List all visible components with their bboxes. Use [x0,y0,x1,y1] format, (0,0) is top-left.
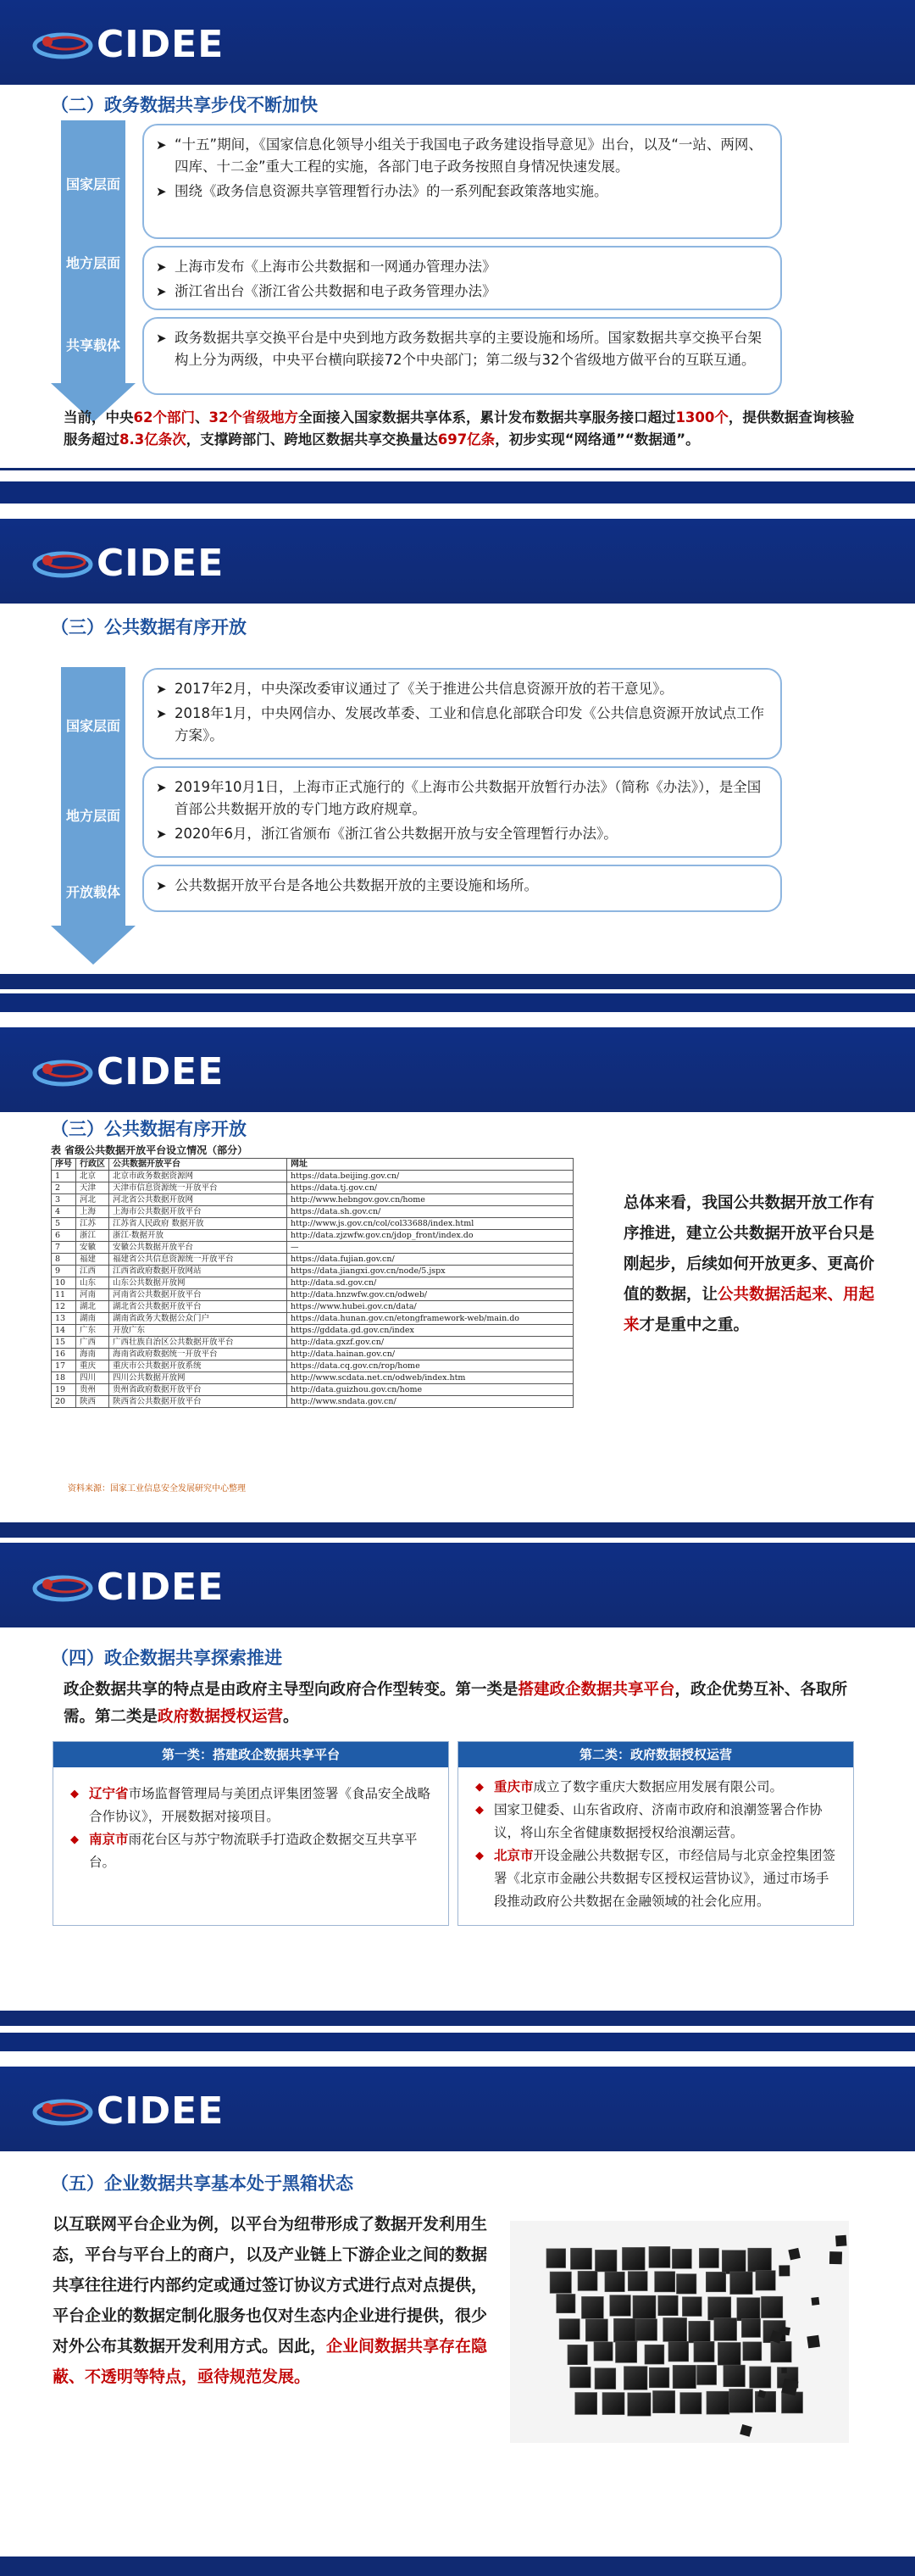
bullet-item: ➤ 2017年2月，中央深改委审议通过了《关于推进公共信息资源开放的若干意见》。 [156,681,674,697]
swoosh-logo-icon [32,1052,95,1091]
stage-box [142,246,782,310]
table-cell: 10 [52,1277,76,1289]
bullet-item: ➤ 2020年6月，浙江省颁布《浙江省公共数据开放与安全管理暂行办法》。 [156,826,618,842]
slide-1 [0,0,915,470]
cube-block [575,2392,597,2414]
table-cell: 安徽 [76,1242,109,1254]
stage-box [142,766,782,858]
cube-block [605,2272,624,2291]
slide-divider-bar [0,993,915,1012]
cube-block [699,2248,718,2267]
swoosh-logo-icon [32,543,95,582]
cube-block [694,2341,714,2362]
table-cell: 重庆 [76,1360,109,1372]
case-item: ◆ 北京市开设金融公共数据专区，市经信局与北京金控集团签署《北京市金融公共数据专区授权运营协议》，通过市场手段推动政府公共数据在金融领域的社会化应用。 [475,1848,836,1909]
cidee-logo [32,539,224,587]
table-cell: 陕西 [76,1396,109,1408]
table-cell: https://data.cq.gov.cn/rop/home [287,1360,574,1372]
bullet-item: ➤ 上海市发布《上海市公共数据和一网通办管理办法》 [156,259,496,275]
table-cell: 河南省公共数据开放平台 [109,1289,287,1301]
stage-label: 开放载体 [65,884,120,900]
cidee-logo [32,20,224,68]
slide-divider-bar [0,2033,915,2051]
cube-fragment [811,2297,819,2306]
category-panel-platform [53,1741,449,1926]
table-row [52,1242,574,1254]
table-cell: 上海市公共数据开放平台 [109,1206,287,1218]
table-cell: http://www.hebngov.gov.cn/home [287,1194,574,1206]
table-cell: 天津市信息资源统一开放平台 [109,1182,287,1194]
slide-4 [0,1543,915,2026]
table-caption: 表 省级公共数据开放平台设立情况（部分） [51,1144,248,1156]
cube-block [724,2365,746,2387]
stage-label: 地方层面 [65,808,120,824]
logo-text: CIDEE [97,1565,225,1609]
table-cell: 贵州 [76,1384,109,1396]
conclusion-text: 总体来看，我国公共数据开放工作有序推进，建立公共数据开放平台只是刚起步，后续如何开放更多、更高价值的数据，让公共数据活起来、用起来才是重中之重。 [624,1194,875,1334]
table-cell: http://data.hainan.gov.cn/ [287,1349,574,1360]
cube-block [756,2271,775,2290]
cube-block [557,2294,575,2312]
slide-2 [0,519,915,989]
panel-heading: 第二类：政府数据授权运营 [458,1742,853,1767]
table-cell: 陕西省公共数据开放平台 [109,1396,287,1408]
cube-block [581,2296,603,2318]
cube-block [689,2321,711,2343]
table-cell: 江苏省人民政府 数据开放 [109,1218,287,1230]
table-row [52,1266,574,1277]
cube-block [559,2319,580,2340]
bullet-item: ➤ 政务数据共享交换平台是中央到地方政务数据共享的主要设施和场所。国家数据共享交换平台架构上分为两级，中央平台横向联接72个中央部门；第二级与32个省级地方做平台的互联互通。 [156,330,762,368]
cube-block [676,2274,696,2294]
cube-block [655,2272,675,2292]
cube-block [668,2341,689,2362]
table-cell: 广西 [76,1337,109,1349]
table-cell: https://data.sh.gov.cn/ [287,1206,574,1218]
table-header-row [52,1159,574,1171]
cube-block [635,2319,657,2341]
section-title: （五）企业数据共享基本处于黑箱状态 [51,2173,353,2194]
table-cell: https://data.tj.gov.cn/ [287,1182,574,1194]
table-cell: https://data.jiangxi.gov.cn/node/5.jspx [287,1266,574,1277]
cube-block [672,2249,691,2268]
slide-header [0,2067,915,2151]
intro-paragraph: 政企数据共享的特点是由政府主导型向政府合作型转变。第一类是搭建政企数据共享平台，政企优势互补、各取所需。第二类是政府数据授权运营。 [64,1681,848,1726]
cube-block [673,2365,696,2388]
table-cell: 福建 [76,1254,109,1266]
table-cell: 福建省公共信息资源统一开放平台 [109,1254,287,1266]
cube-block [718,2342,740,2365]
slide-header [0,1027,915,1112]
cube-block [649,2246,670,2267]
cube-block [568,2345,587,2364]
bullet-item: ➤ 2019年10月1日，上海市正式施行的《上海市公共数据开放暂行办法》（简称《办法》），是全国首部公共数据开放的专门地方政府规章。 [156,779,762,817]
section-title: （三）公共数据有序开放 [51,1119,247,1139]
swoosh-logo-icon [32,1567,95,1606]
cube-fragment [829,2251,842,2264]
table-cell: 4 [52,1206,76,1218]
table-cell: 四川公共数据开放网 [109,1372,287,1384]
cube-fragment [781,2327,790,2336]
table-row [52,1325,574,1337]
table-cell: 14 [52,1325,76,1337]
table-row [52,1277,574,1289]
table-cell: 1 [52,1171,76,1182]
table-row [52,1194,574,1206]
slide-footer-bar [0,2557,915,2576]
panel-heading: 第一类：搭建政企数据共享平台 [53,1742,448,1767]
cube-block [628,2272,647,2291]
table-cell: 天津 [76,1182,109,1194]
table-cell: http://data.sd.gov.cn/ [287,1277,574,1289]
stage-label: 地方层面 [65,255,120,271]
table-cell: 北京 [76,1171,109,1182]
slide-header [0,519,915,604]
table-cell: http://data.zjzwfw.gov.cn/jdop_front/index.do [287,1230,574,1242]
cube-block [722,2251,746,2274]
table-cell: 山东 [76,1277,109,1289]
column-header: 公共数据开放平台 [109,1159,287,1171]
table-cell: 20 [52,1396,76,1408]
table-row [52,1396,574,1408]
column-header: 行政区 [76,1159,109,1171]
cube-block [652,2390,674,2412]
cube-block [649,2367,669,2388]
table-cell: 浙江 [76,1230,109,1242]
table-cell: 13 [52,1313,76,1325]
table-row [52,1372,574,1384]
slide-5 [0,2067,915,2576]
table-cell: 海南省政府数据统一开放平台 [109,1349,287,1360]
cube-block [550,2272,571,2293]
table-cell: http://www.sndata.gov.cn/ [287,1396,574,1408]
column-header: 序号 [52,1159,76,1171]
table-cell: 河北省公共数据开放网 [109,1194,287,1206]
section-title: （四）政企数据共享探索推进 [51,1648,282,1668]
table-cell: 广东 [76,1325,109,1337]
cube-block [595,2368,616,2390]
cube-block [748,2248,772,2272]
divider [0,468,915,470]
table-cell: 浙江·数据开放 [109,1230,287,1242]
source-note: 资料来源：国家工业信息安全发展研究中心整理 [68,1484,246,1494]
table-cell: https://data.hunan.gov.cn/etongframework-web/main.do [287,1313,574,1325]
cube-fragment [788,2248,801,2261]
table-cell: 海南 [76,1349,109,1360]
column-header: 网址 [287,1159,574,1171]
table-row [52,1349,574,1360]
slide-footer-bar [0,1522,915,1538]
bullet-item: ➤ 公共数据开放平台是各地公共数据开放的主要设施和场所。 [156,877,538,893]
cube-block [680,2393,702,2414]
cube-block [707,2391,729,2414]
black-box-cubes-image [510,2221,849,2443]
table-cell: 5 [52,1218,76,1230]
category-panel-authorization [458,1741,854,1926]
table-row [52,1230,574,1242]
cube-block [578,2271,597,2290]
cube-block [682,2297,702,2317]
cube-block [750,2367,771,2388]
swoosh-logo-icon [32,2091,95,2130]
table-cell: 北京市政务数据资源网 [109,1171,287,1182]
cube-fragment [807,2335,820,2349]
table-cell: 河北 [76,1194,109,1206]
timeline-arrow [51,120,136,426]
cube-fragment [781,2367,787,2373]
table-cell: 16 [52,1349,76,1360]
table-cell: 江西 [76,1266,109,1277]
cube-block [613,2318,637,2342]
table-cell: 6 [52,1230,76,1242]
cube-block [696,2365,716,2384]
table-cell: https://www.hubei.gov.cn/data/ [287,1301,574,1313]
slide-header [0,0,915,85]
stage-label: 国家层面 [65,176,120,192]
case-item: ◆ 重庆市成立了数字重庆大数据应用发展有限公司。 [475,1779,784,1794]
section-title: （三）公共数据有序开放 [51,617,247,637]
table-cell: 贵州省政府数据开放平台 [109,1384,287,1396]
cidee-logo [32,2087,224,2134]
table-cell: 7 [52,1242,76,1254]
table-cell: 18 [52,1372,76,1384]
table-row [52,1337,574,1349]
bullet-item: ➤ “十五”期间，《国家信息化领导小组关于我国电子政务建设指导意见》出台，以及“一站、两网、四库、十二金”重大工程的实施，各部门电子政务按照自身情况快速发展。 [156,136,762,175]
portal-table [51,1158,574,1408]
cube-block [628,2393,651,2416]
table-row [52,1360,574,1372]
cube-block [594,2342,613,2361]
cidee-logo [32,1048,224,1095]
bullet-item: ➤ 2018年1月，中央网信办、发展改革委、工业和信息化部联合印发《公共信息资源开放试点工作方案》。 [156,705,764,743]
cube-block [743,2342,762,2361]
stage-box [142,668,782,759]
cube-block [624,2367,647,2390]
table-cell: https://data.beijing.gov.cn/ [287,1171,574,1182]
slide-divider-bar [0,481,915,504]
cube-block [546,2249,566,2268]
table-cell: 重庆市公共数据开放系统 [109,1360,287,1372]
table-cell: 9 [52,1266,76,1277]
table-cell: 17 [52,1360,76,1372]
table-cell: http://data.hnzwfw.gov.cn/odweb/ [287,1289,574,1301]
table-cell: 2 [52,1182,76,1194]
case-item: ◆ 辽宁省市场监督管理局与美团点评集团签署《食品安全战略合作协议》，开展数据对接项目。 [70,1786,431,1824]
cube-block [771,2341,791,2362]
table-row [52,1182,574,1194]
cube-block [570,2367,591,2387]
section-title: （二）政务数据共享步伐不断加快 [51,95,318,115]
table-cell: — [287,1242,574,1254]
table-row [52,1301,574,1313]
cube-block [658,2295,679,2316]
bullet-item: ➤ 围绕《政务信息资源共享管理暂行办法》的一系列配套政策落地实施。 [156,183,608,199]
cube-block [730,2272,753,2295]
table-cell: 广西壮族自治区公共数据开放平台 [109,1337,287,1349]
slide-3 [0,1027,915,1538]
table-cell: 19 [52,1384,76,1396]
table-cell: 开放广东 [109,1325,287,1337]
cube-fragment [779,2265,790,2276]
cube-block [595,2250,617,2272]
table-cell: 江西省政府数据开放网站 [109,1266,287,1277]
table-cell: 11 [52,1289,76,1301]
swoosh-logo-icon [32,25,95,64]
table-cell: 12 [52,1301,76,1313]
cube-block [741,2318,760,2337]
stage-label: 国家层面 [65,718,120,734]
table-row [52,1171,574,1182]
stage-box [142,317,782,395]
cube-block [708,2297,731,2320]
slide-footer-bar [0,2011,915,2026]
table-row [52,1313,574,1325]
table-cell: 15 [52,1337,76,1349]
cube-block [706,2272,725,2291]
cube-block [585,2319,607,2341]
slide-header [0,1543,915,1627]
slide-footer-bar [0,974,915,989]
cube-block [714,2318,737,2341]
table-cell: 湖南省政务大数据公众门户 [109,1313,287,1325]
table-row [52,1289,574,1301]
stage-label: 共享载体 [65,337,120,353]
logo-text: CIDEE [97,1049,225,1093]
table-cell: 湖南 [76,1313,109,1325]
table-cell: http://www.js.gov.cn/col/col33688/index.html [287,1218,574,1230]
cube-block [570,2248,591,2269]
table-cell: 江苏 [76,1218,109,1230]
cube-block [737,2298,760,2321]
table-cell: http://data.guizhou.gov.cn/home [287,1384,574,1396]
cube-block [782,2392,803,2413]
cube-block [729,2389,753,2412]
cube-block [622,2247,645,2270]
table-cell: 3 [52,1194,76,1206]
table-row [52,1218,574,1230]
table-row [52,1384,574,1396]
cube-block [663,2317,687,2341]
cube-block [615,2341,636,2362]
table-cell: 上海 [76,1206,109,1218]
cube-block [633,2295,656,2318]
table-cell: https://gddata.gd.gov.cn/index [287,1325,574,1337]
table-cell: http://data.gxzf.gov.cn/ [287,1337,574,1349]
table-cell: 湖北 [76,1301,109,1313]
table-cell: 山东公共数据开放网 [109,1277,287,1289]
bullet-item: ➤ 浙江省出台《浙江省公共数据和电子政务管理办法》 [156,283,496,299]
cube-illustration [510,2221,849,2443]
cube-block [610,2295,631,2317]
body-paragraph: 以互联网平台企业为例，以平台为纽带形成了数据开发利用生态，平台与平台上的商户，以及产业链上下游企业之间的数据共享往往进行内部约定或通过签订协议方式进行点对点提供，平台企业的数据定制化服务也仅对生态内企业进行提供，很少对外公布其数据开发利用方式。因此，企业间数据共享存在隐蔽、不透明等特点，亟待规范发展。 [53,2215,488,2386]
logo-text: CIDEE [97,541,225,585]
logo-text: CIDEE [97,2089,225,2133]
summary-paragraph: 当前，中央62个部门、32个省级地方全面接入国家数据共享体系，累计发布数据共享服务接口超过1300个，提供数据查询核验服务超过8.3亿条次，支撑跨部门、跨地区数据共享交换量达697亿条，初步实现“网络通”“数据通”。 [64,409,855,448]
stage-box [142,124,782,239]
cube-fragment [835,2235,846,2246]
cube-block [602,2393,624,2415]
cidee-logo [32,1563,224,1611]
cube-block [645,2345,664,2364]
stage-box [142,865,782,912]
table-cell: 四川 [76,1372,109,1384]
table-row [52,1206,574,1218]
table-cell: 河南 [76,1289,109,1301]
cube-block [761,2296,782,2317]
case-item: ◆ 国家卫健委、山东省政府、济南市政府和浪潮签署合作协议，将山东全省健康数据授权给浪潮运营。 [475,1802,823,1840]
table-cell: 8 [52,1254,76,1266]
case-item: ◆ 南京市雨花台区与苏宁物流联手打造政企数据交互共享平台。 [70,1832,418,1870]
table-cell: https://data.fujian.gov.cn/ [287,1254,574,1266]
table-cell: 安徽公共数据开放平台 [109,1242,287,1254]
logo-text: CIDEE [97,22,225,66]
table-cell: 湖北省公共数据开放平台 [109,1301,287,1313]
table-cell: http://www.scdata.net.cn/odweb/index.htm [287,1372,574,1384]
table-row [52,1254,574,1266]
